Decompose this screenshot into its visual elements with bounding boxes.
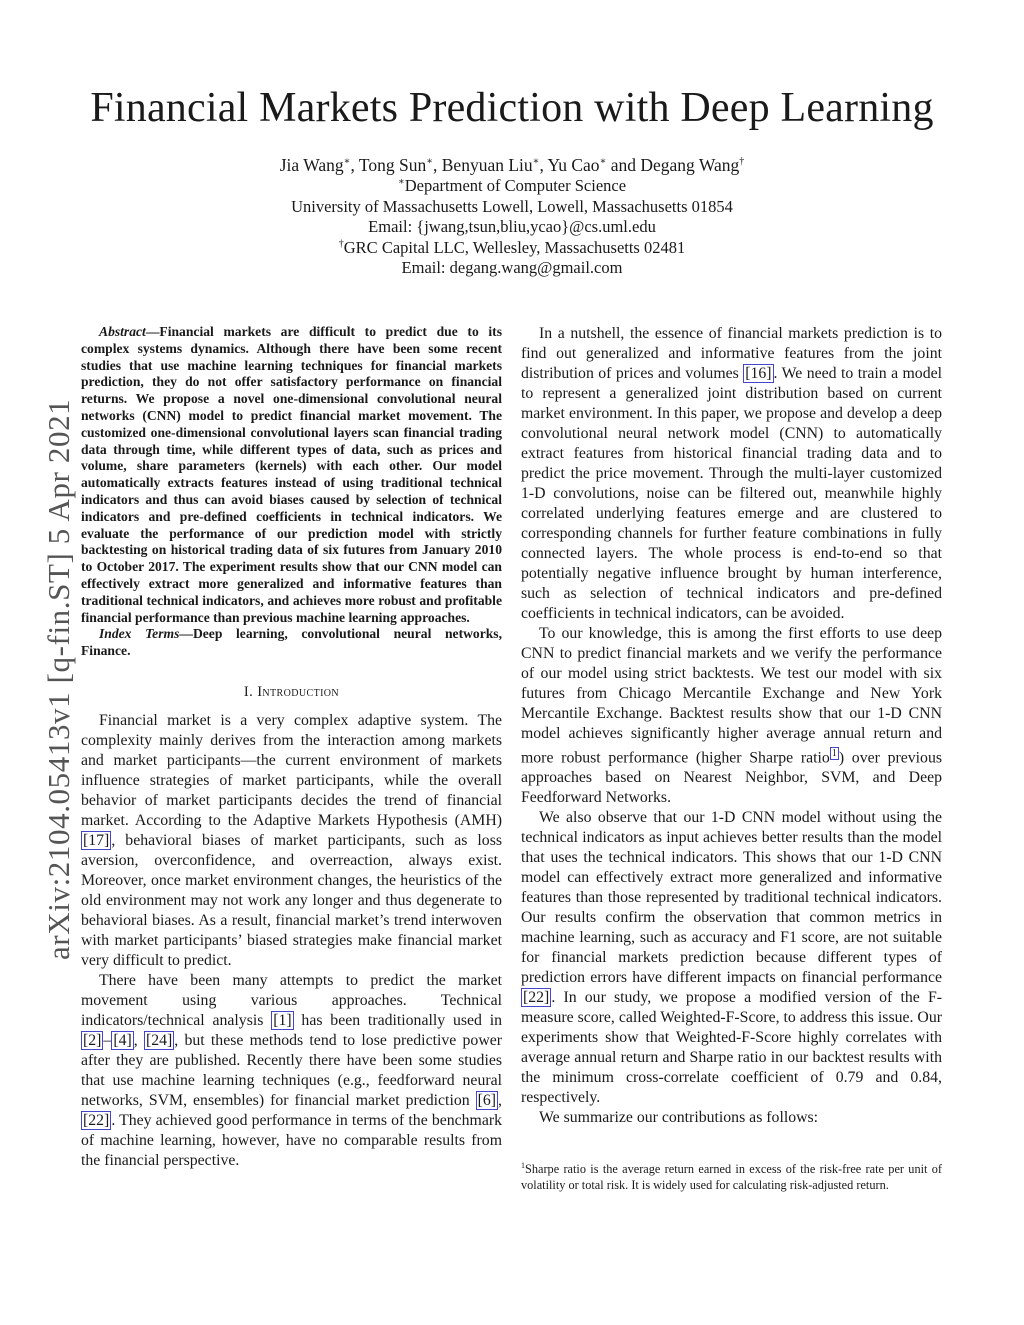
paragraph: In a nutshell, the essence of financial markets prediction is to find out generalized and informative features from the joint distribution of prices and volumes [16] . We need to train a model to represent a generalized joint distribution based on current market environment. In this paper, we propose and develop a deep convolutional neural network model (CNN) to automatically extract features from historical financial trading data and to predict the price movement. Through the multi-layer customized 1-D convolutions, noise can be filtered out, meanwhile highly correlated underlying features emerge and are clustered to corresponding channels for further feature combinations in fully connected layers. The whole process is end-to-end so that potentially negative influence brought by human interference, such as selection of technical indicators and pre-defined coefficients in technical indicators, can be avoided.: [521, 325, 942, 622]
paragraph: There have been many attempts to predict the market movement using various approaches. Technical indicators/technical analysis [1] has been traditionally used in [2] – [4] , [24] , but these methods tend to lose predictive power after they are published. Recently there have been some studies that use machine learning techniques (e.g., feedforward neural networks, SVM, ensembles) for financial market prediction [6] , [22] . They achieved good performance in terms of the benchmark of machine learning, however, have no comparable results from the financial perspective.: [81, 971, 502, 1169]
citation-link[interactable]: [4]: [113, 1031, 132, 1049]
author-name: Jia Wang: [279, 155, 344, 175]
abstract-text: —Financial markets are difficult to predict due to its complex systems dynamics. Although there have been some recent studies that use machine learning techniques for financial markets prediction, they do not offer satisfactory performance on financial returns. We propose a novel one-dimensional convolutional neural networks (CNN) model to predict financial market movement. The customized one-dimensional convolutional layers scan financial trading data through time, while different types of data, such as prices and volume, share parameters (kernels) with each other. Our model automatically extracts features instead of using traditional technical indicators and thus can avoid biases caused by selection of technical indicators and pre-defined coefficients in technical indicators. We evaluate the performance of our prediction model with strictly backtesting on historical trading data of six futures from January 2010 to October 2017. The experiment results show that our CNN model can effectively extract more generalized and informative features than traditional technical indicators, and achieves more robust and profitable financial performance than previous machine learning approaches.: [81, 324, 502, 625]
paragraph: To our knowledge, this is among the first efforts to use deep CNN to predict financial markets and we verify the performance of our model using strict backtests. We test our model with six futures from Chicago Mercantile Exchange and New York Mercantile Exchange. Backtest results show that our 1-D CNN model achieves significantly higher average annual return and more robust performance (higher Sharpe ratio $^1$ ) over previous approaches based on Nearest Neighbor, SVM, and Deep Feedforward Networks.: [521, 625, 942, 807]
affiliation-1: ∗Department of Computer Science: [397, 176, 627, 195]
abstract: [81, 324, 502, 626]
footnote-mark: 1: [521, 1161, 525, 1170]
author-name: Benyuan Liu: [441, 155, 533, 175]
paragraph: Financial market is a very complex adaptive system. The complexity mainly derives from the interaction among markets and market participants—the current environment of markets influence strategies of market participants, while the overall behavior of market participants decides the trend of financial market. According to the Adaptive Markets Hypothesis (AMH) [17] , behavioral biases of market participants, such as loss aversion, overconfidence, and overreaction, always exist. Moreover, once market environment changes, the heuristics of the old environment may not work any longer and thus degenerate to behavioral biases. As a result, financial market’s trend interwoven with market participants’ biased strategies make financial market very difficult to predict.: [81, 711, 502, 969]
arxiv-identifier-stamp: arXiv:2104.05413v1 [q-fin.ST] 5 Apr 2021: [41, 398, 76, 960]
citation-link[interactable]: [6]: [477, 1091, 497, 1109]
author-block: [0, 154, 1024, 279]
citation-link[interactable]: [16]: [745, 365, 772, 382]
abstract-label: Abstract: [99, 324, 146, 339]
affiliation-2-email[interactable]: Email: degang.wang@gmail.com: [401, 258, 623, 278]
index-terms-label: Index Terms: [99, 626, 180, 642]
citation-link[interactable]: [2]: [83, 1031, 102, 1049]
footnote: [521, 1158, 942, 1193]
section-heading-introduction: I. Introduction: [243, 683, 340, 700]
paragraph: We summarize our contributions as follows:: [539, 1109, 819, 1127]
right-column: [521, 324, 942, 1128]
citation-link[interactable]: [1]: [273, 1011, 292, 1029]
citation-link[interactable]: [22]: [83, 1111, 110, 1129]
author-name: and Degang Wang: [610, 155, 740, 175]
index-terms-text: —Deep learning, convolutional neural networks, Finance.: [81, 626, 502, 659]
affiliation-1-university: University of Massachusetts Lowell, Lowell, Massachusetts 01854: [291, 196, 733, 216]
author-name: Yu Cao: [547, 155, 600, 175]
footnote-text: Sharpe ratio is the average return earned in excess of the risk-free rate per unit of volatility or total risk. It is widely used for calculating risk-adjusted return.: [521, 1162, 942, 1192]
citation-link[interactable]: [17]: [83, 831, 110, 849]
paragraph: We also observe that our 1-D CNN model without using the technical indicators as input achieves better results than the model that uses the technical indicators. This shows that our 1-D CNN model can effectively extract more generalized and informative features than those represented by traditional technical indicators. Our results confirm the observation that common metrics in machine learning, such as accuracy and F1 score, are not suitable for financial markets prediction because different types of prediction errors have different impacts on financial performance [22] . In our study, we propose a modified version of the F-measure score, called Weighted-F-Score, to address this issue. Our experiments show that Weighted-F-Score highly correlates with average annual return and Sharpe ratio in our backtest results with the minimum cross-correlate coefficient of 0.79 and 0.84, respectively.: [521, 809, 942, 1107]
affiliation-2: †GRC Capital LLC, Wellesley, Massachusetts 02481: [338, 237, 686, 257]
index-terms: [81, 626, 502, 660]
footnote-link[interactable]: 1: [831, 748, 837, 759]
citation-link[interactable]: [22]: [523, 989, 550, 1007]
left-column: [81, 324, 502, 1171]
citation-link[interactable]: [24]: [145, 1031, 173, 1049]
affiliation-1-email[interactable]: Email: {jwang,tsun,bliu,ycao}@cs.uml.edu: [368, 217, 656, 237]
author-list: Jia Wang∗, Tong Sun∗, Benyuan Liu∗, Yu Cao∗ and Degang Wang†: [279, 155, 745, 175]
author-name: Tong Sun: [358, 155, 427, 175]
paper-title: Financial Markets Prediction with Deep Learning: [90, 85, 934, 131]
